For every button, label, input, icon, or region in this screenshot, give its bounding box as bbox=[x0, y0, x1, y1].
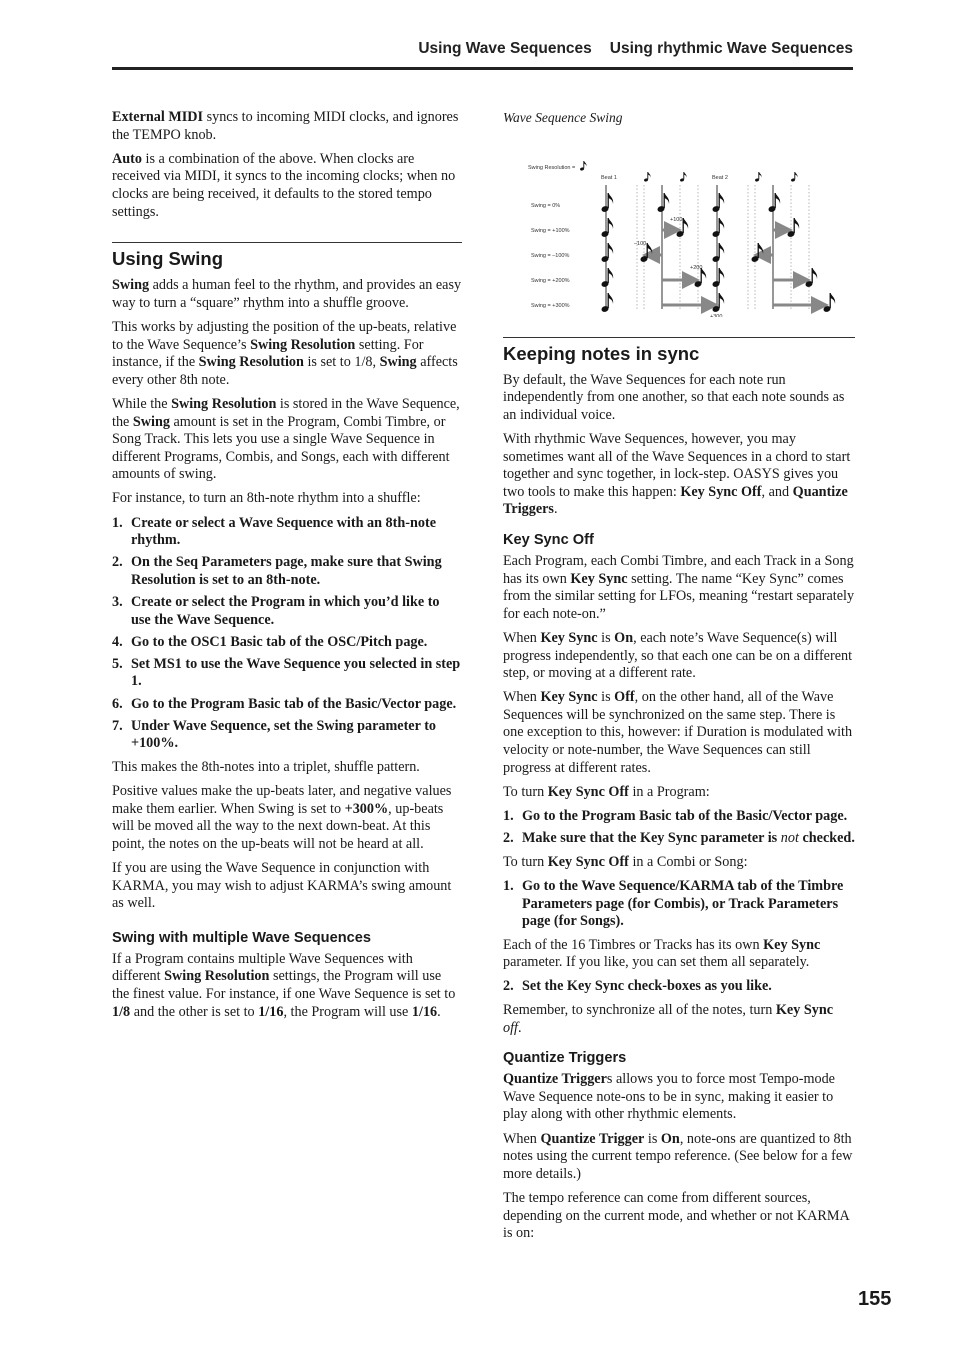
eighth-note-icon bbox=[580, 161, 587, 171]
paragraph: To turn Key Sync Off in a Combi or Song: bbox=[503, 853, 748, 870]
list-item: 1. Go to the Program Basic tab of the Basic/Vector page. bbox=[503, 808, 848, 825]
list-item: 3. Create or select the Program in which you’d like to use the Wave Sequence. bbox=[112, 594, 440, 628]
paragraph: This works by adjusting the position of the up-beats, relative to the Wave Sequence’s Swing Resolution setting. For instance, if the Swing Resolution is set to 1/8, Swing affects every other 8th note. bbox=[112, 318, 458, 388]
combi-steps-list-continued bbox=[503, 978, 855, 996]
paragraph-external-midi: External MIDI syncs to incoming MIDI clocks, and ignores the TEMPO knob. bbox=[112, 109, 459, 143]
paragraph: For instance, to turn an 8th-note rhythm into a shuffle: bbox=[112, 490, 421, 507]
paragraph: To turn Key Sync Off in a Program: bbox=[503, 783, 710, 800]
eighth-note-icon bbox=[601, 268, 614, 288]
list-item: 4. Go to the OSC1 Basic tab of the OSC/Pitch page. bbox=[112, 633, 428, 650]
paragraph: Each Program, each Combi Timbre, and each Track in a Song has its own Key Sync setting. The name “Key Sync” comes from the similar setting for LFOs, meaning “restart separately for each note-on.” bbox=[503, 552, 855, 622]
resolution-label: Swing Resolution = bbox=[528, 164, 576, 171]
paragraph: Quantize Triggers allows you to force most Tempo-mode Wave Sequence note-ons to be in sync, making it easier to play along with other rhythmic elements. bbox=[503, 1071, 835, 1123]
left-column bbox=[112, 109, 462, 1028]
paragraph: When Key Sync is On, each note’s Wave Sequence(s) will progress independently, so that each one can be on a different step, or moving at a different rate. bbox=[503, 629, 853, 682]
row-label: Swing = –100% bbox=[531, 252, 570, 259]
list-item: 2. On the Seq Parameters page, make sure that Swing Resolution is set to an 8th-note. bbox=[112, 554, 442, 588]
offset-label: +300 bbox=[710, 313, 723, 317]
paragraph: If you are using the Wave Sequence in conjunction with KARMA, you may wish to adjust KARMA’s swing amount as well. bbox=[112, 859, 452, 912]
page-number: 155 bbox=[858, 1288, 892, 1310]
paragraph: Positive values make the up-beats later, and negative values make them earlier. When Swing is set to +300%, up-beats will be moved all the way to the next down-beat. At this point, the notes on the up-beats will not be heard at all. bbox=[112, 782, 452, 852]
right-column bbox=[503, 109, 855, 1249]
heading-using-swing: Using Swing bbox=[112, 242, 462, 270]
paragraph-auto: Auto is a combination of the above. When clocks are received via MIDI, it syncs to the incoming clocks; when no clocks are being received, it defaults to the stored tempo settings. bbox=[112, 150, 456, 220]
paragraph: When Key Sync is Off, on the other hand, all of the Wave Sequences will be synchronized on the same step. There is one exception to this, however: if Duration is modulated with velocity or note-number, the Wave Sequences can still progress at different rates. bbox=[503, 689, 853, 776]
paragraph: When Quantize Trigger is On, note-ons are quantized to 8th notes using the current tempo reference. (See below for a few more details.) bbox=[503, 1130, 853, 1182]
swing-diagram bbox=[526, 137, 846, 317]
offset-label: –100 bbox=[634, 240, 647, 247]
eighth-note-icon bbox=[601, 243, 614, 263]
eighth-note-icon bbox=[805, 268, 818, 288]
running-header bbox=[0, 40, 853, 58]
eighth-note-icon bbox=[755, 172, 762, 182]
heading-key-sync-off: Key Sync Off bbox=[503, 531, 594, 548]
eighth-note-icon bbox=[712, 218, 725, 238]
list-item: 1. Create or select a Wave Sequence with an 8th-note rhythm. bbox=[112, 514, 436, 549]
paragraph: With rhythmic Wave Sequences, however, you may sometimes want all of the Wave Sequences in a chord to start together and sync together, in lock-step. OASYS gives you two tools to make this happen: Key Sync Off, and Quantize Triggers. bbox=[503, 430, 851, 518]
paragraph: The tempo reference can come from different sources, depending on the current mode, and whether or not KARMA is on: bbox=[503, 1190, 849, 1242]
eighth-note-icon bbox=[657, 193, 670, 213]
figure-caption: Wave Sequence Swing bbox=[503, 110, 623, 125]
beat1-label: Beat 1 bbox=[601, 174, 617, 181]
header-rule bbox=[112, 67, 853, 70]
combi-steps-list bbox=[503, 878, 855, 931]
paragraph: While the Swing Resolution is stored in the Wave Sequence, the Swing amount is set in the Program, Combi Timbre, or Song Track. This lets you use a single Wave Sequence in different Programs, Combis, and Songs, each with different amounts of swing. bbox=[112, 395, 460, 483]
paragraph: By default, the Wave Sequences for each note run independently from one another, so that each note sounds as an individual voice. bbox=[503, 371, 845, 423]
paragraph: Swing adds a human feel to the rhythm, and provides an easy way to turn a “square” rhythm into a shuffle groove. bbox=[112, 277, 462, 311]
row-label: Swing = +300% bbox=[531, 302, 570, 309]
offset-label: +100 bbox=[670, 216, 683, 223]
eighth-note-icon bbox=[601, 293, 614, 313]
eighth-note-icon bbox=[712, 268, 725, 288]
row-label: Swing = 0% bbox=[531, 202, 561, 209]
list-item: 5. Set MS1 to use the Wave Sequence you selected in step 1. bbox=[112, 655, 461, 690]
eighth-note-icon bbox=[787, 218, 800, 238]
header-section: Using Wave Sequences bbox=[418, 40, 592, 57]
paragraph: If a Program contains multiple Wave Sequences with different Swing Resolution settings, the Program will use the finest value. For instance, if one Wave Sequence is set to 1/8 and the other is set to 1/16, the Program will use 1/16. bbox=[112, 950, 456, 1020]
eighth-note-icon bbox=[601, 218, 614, 238]
program-steps-list bbox=[503, 808, 855, 848]
offset-label: +200 bbox=[690, 264, 703, 271]
eighth-note-icon bbox=[680, 172, 687, 182]
list-item: 1. Go to the Wave Sequence/KARMA tab of the Timbre Parameters page (for Combis), or Track Parameters page (for Songs). bbox=[503, 877, 844, 930]
list-item: 2. Set the Key Sync check-boxes as you like. bbox=[503, 978, 772, 995]
row-label: Swing = +200% bbox=[531, 277, 570, 284]
heading-keeping-notes-in-sync: Keeping notes in sync bbox=[503, 337, 855, 365]
list-item: 2. Make sure that the Key Sync parameter is not checked. bbox=[503, 830, 855, 847]
eighth-note-icon bbox=[644, 172, 651, 182]
eighth-note-icon bbox=[712, 243, 725, 263]
heading-swing-multiple: Swing with multiple Wave Sequences bbox=[112, 929, 371, 946]
paragraph: This makes the 8th-notes into a triplet, shuffle pattern. bbox=[112, 758, 420, 775]
swing-steps-list bbox=[112, 515, 462, 753]
list-item: 6. Go to the Program Basic tab of the Basic/Vector page. bbox=[112, 695, 457, 712]
eighth-note-icon bbox=[823, 293, 836, 313]
eighth-note-icon bbox=[791, 172, 798, 182]
eighth-note-icon bbox=[768, 193, 781, 213]
paragraph: Each of the 16 Timbres or Tracks has its own Key Sync parameter. If you like, you can set them all separately. bbox=[503, 936, 821, 971]
paragraph: Remember, to synchronize all of the notes, turn Key Sync off. bbox=[503, 1002, 834, 1036]
eighth-note-icon bbox=[712, 193, 725, 213]
eighth-note-icon bbox=[712, 293, 725, 313]
header-subsection: Using rhythmic Wave Sequences bbox=[609, 40, 853, 57]
eighth-note-icon bbox=[751, 243, 764, 263]
list-item: 7. Under Wave Sequence, set the Swing parameter to +100%. bbox=[112, 717, 437, 752]
beat2-label: Beat 2 bbox=[712, 174, 728, 181]
heading-quantize-triggers: Quantize Triggers bbox=[503, 1050, 627, 1067]
row-label: Swing = +100% bbox=[531, 227, 570, 234]
eighth-note-icon bbox=[601, 193, 614, 213]
